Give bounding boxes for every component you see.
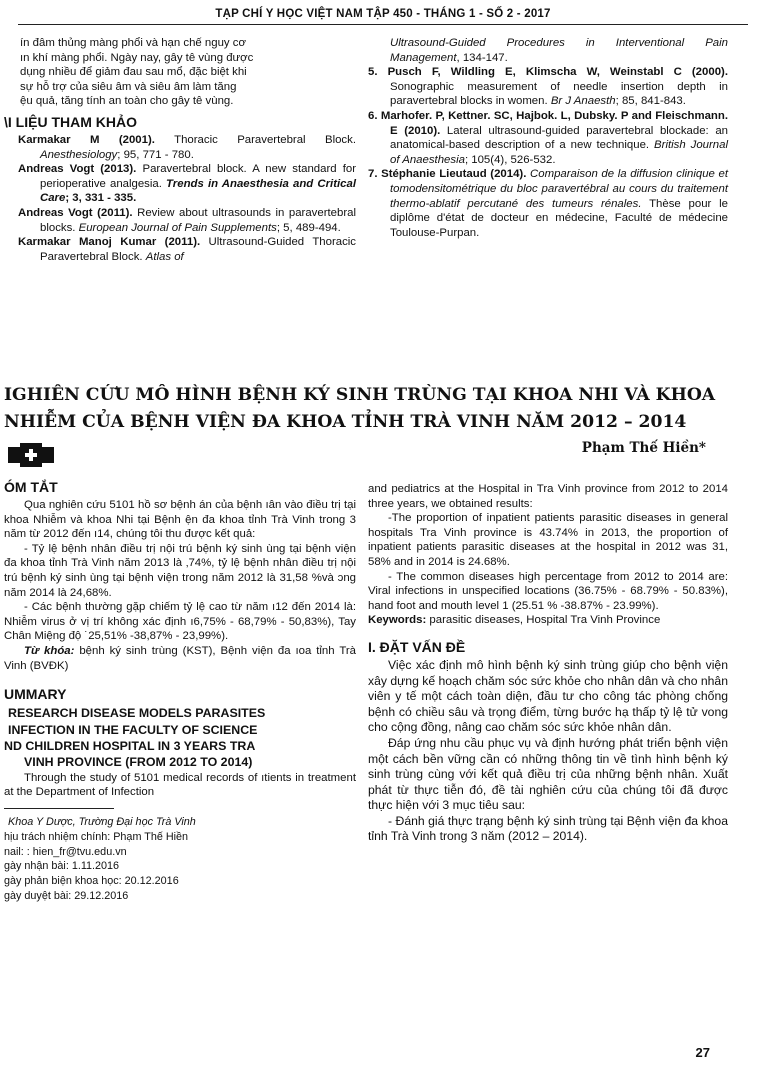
article-title bbox=[4, 382, 744, 436]
summary-title-line: VINH PROVINCE (FROM 2012 TO 2014) bbox=[24, 755, 253, 770]
introduction-paragraph: Việc xác định mô hình bệnh ký sinh trùng giúp cho bệnh viện xây dựng kế hoạch chăm sóc sức khỏe cho nhân dân và cho nhân viên y tế một cách toàn diện, đầu tư cho công tác phòng chống bệnh có chiều sâu và trọng điểm, từng bước hạ thấp tỷ lệ tử vong cho cộng đồng, nâng cao chăm sóc sức khỏe nhân dân. bbox=[368, 657, 728, 735]
article-author: Phạm Thế Hiền* bbox=[581, 440, 706, 456]
summary-paragraph: - The common diseases high percentage from 2012 to 2014 are: Viral infections in unspecified locations (36.75% - 68.79% - 50.83%), hand foot and mouth level 1 (25.51 % -38.87% - 23.99%). bbox=[368, 570, 728, 612]
footnotes bbox=[4, 815, 356, 904]
summary-title-line: ND CHILDREN HOSPITAL IN 3 YEARS TRA bbox=[4, 738, 256, 753]
reference-item: 6. Marhofer. P, Kettner. SC, Hajbok. L, Dubsky. P and Fleischmann. E (2010). Lateral ultrasound-guided paravertebral blockade: an anatomical-based description of a new technique. British Journal of Anaesthesia; 105(4), 526-532. bbox=[368, 109, 729, 166]
summary-paragraph: and pediatrics at the Hospital in Tra Vinh province from 2012 to 2014 three years, we obtained results: bbox=[368, 483, 728, 510]
reference-item: Andreas Vogt (2011). Review about ultrasounds in paravertebral blocks. European Journal of Pain Supplements; 5, 489-494. bbox=[18, 206, 356, 234]
abstract-heading: ÓM TẮT bbox=[4, 479, 58, 495]
summary-title-line: INFECTION IN THE FACULTY OF SCIENCE bbox=[8, 722, 258, 737]
prev-article-left bbox=[4, 36, 356, 264]
article-left-column bbox=[4, 478, 356, 904]
intro-line: ın khí màng phổi. Ngày nay, gây tê vùng được bbox=[20, 51, 254, 64]
article-right-column bbox=[368, 482, 728, 845]
summary-paragraph: -The proportion of inpatient patients parasitic diseases in general hospitals Tra Vinh province is 43.74% in 2013, the proportion of inpatient patients parasitic diseases at the hospital in 2012 was 31, 58% and in 2014 is 24.68%. bbox=[368, 512, 728, 568]
abstract-paragraph: - Tỷ lệ bệnh nhân điều trị nội trú bệnh ký sinh ùng tại bệnh viện đa khoa tỉnh Trà Vinh năm 2013 là ‚74%, tỷ lệ bệnh nhân điều trị nội trú bệnh ký sinh ùng tại bệnh viện trong năm 2012 là 31,58 %và ɔng năm 2014 là 24,68%. bbox=[4, 542, 356, 599]
intro-line: sự hỗ trợ của siêu âm và siêu âm làm tăng bbox=[20, 80, 237, 93]
header-rule bbox=[18, 24, 748, 25]
reference-item: Karmakar Manoj Kumar (2011). Ultrasound-Guided Thoracic Paravertebral Block. Atlas of bbox=[18, 236, 356, 263]
reference-item: Karmakar M (2001). Thoracic Paravertebral Block. Anesthesiology; 95, 771 - 780. bbox=[18, 133, 356, 161]
journal-header: TẠP CHÍ Y HỌC VIỆT NAM TẬP 450 - THÁNG 1 - SỐ 2 - 2017 bbox=[215, 8, 551, 20]
keywords-en: Keywords: parasitic diseases, Hospital Tra Vinh Province bbox=[368, 614, 661, 627]
intro-line: ín đâm thủng màng phổi và hạn chế nguy cơ bbox=[20, 37, 246, 49]
footnote-reviewed: gày phản biện khoa học: 20.12.2016 bbox=[4, 875, 179, 888]
introduction-paragraph: Đáp ứng nhu cầu phục vụ và định hướng phát triển bệnh viện một cách bền vững cần có những thông tin về tình hình bệnh ký sinh trùng cùng với kết quả điều trị của những bệnh nhân. Xuất phát từ thực tiễn đó, đề tài nghiên cứu của chúng tôi đã được thực hiện với 3 mục tiêu sau: bbox=[368, 735, 728, 813]
reference-item: 5. Pusch F, Wildling E, Klimscha W, Weinstabl C (2000). Sonographic measurement of needle insertion depth in paravertebral blocks in women. Br J Anaesth; 85, 841-843. bbox=[368, 66, 728, 108]
footnote-affiliation: Khoa Y Dược, Trường Đại học Trà Vinh bbox=[8, 815, 196, 828]
abstract-paragraph: - Các bệnh thường gặp chiếm tỷ lệ cao từ năm ı12 đến 2014 là: Nhiễm virus ở vị trí không xác định ı6,75% - 68,79% - 50,83%), Tay Chân Miệng độ ˙25,51% -38,87% - 23,99%). bbox=[4, 601, 356, 643]
reference-item: Andreas Vogt (2013). Paravertebral block. A new standard for perioperative analgesia. Trends in Anaesthesia and Critical Care; 3, 331 - 335. bbox=[18, 163, 356, 205]
keywords-vi: Từ khóa: bệnh ký sinh trùng (KST), Bệnh viện đa ıoa tỉnh Trà Vinh (BVĐK) bbox=[4, 644, 356, 672]
footnote-accepted: gày duyệt bài: 29.12.2016 bbox=[4, 889, 129, 902]
footnote-responsible: hịu trách nhiệm chính: Phạm Thế Hiền bbox=[4, 830, 189, 843]
journal-logo-icon bbox=[6, 443, 56, 467]
intro-line: ệu quả, tăng tính an toàn cho gây tê vùng. bbox=[20, 95, 234, 108]
footnote-received: gày nhận bài: 1.11.2016 bbox=[4, 860, 120, 873]
introduction-paragraph: - Đánh giá thực trạng bệnh ký sinh trùng tại Bệnh viện đa khoa tỉnh Trà Vinh trong 3 năm (2012 – 2014). bbox=[368, 813, 728, 844]
footnote-rule bbox=[4, 808, 114, 809]
abstract-paragraph: Qua nghiên cứu 5101 hồ sơ bệnh án của bệnh ıân vào điều trị tại khoa Nhiễm và khoa Nhi tại Bệnh ện đa khoa tỉnh Trà Vinh trong 3 năm từ 2012 đến ı14, chúng tôi thu được kết quả: bbox=[4, 499, 356, 541]
introduction-heading: I. ĐẶT VẤN ĐỀ bbox=[368, 638, 466, 655]
summary-heading: UMMARY bbox=[4, 686, 67, 703]
summary-title bbox=[4, 705, 356, 771]
intro-line: dụng nhiều để giảm đau sau mổ, đặc biệt khi bbox=[20, 66, 247, 79]
references-heading: \I LIỆU THAM KHẢO bbox=[4, 113, 137, 130]
article-title-line: NHIỄM CỦA BỆNH VIỆN ĐA KHOA TỈNH TRÀ VINH NĂM 2012 – 2014 bbox=[4, 412, 687, 432]
prev-article-right bbox=[368, 36, 728, 240]
summary-title-line: RESEARCH DISEASE MODELS PARASITES bbox=[8, 706, 266, 721]
page-number: 27 bbox=[695, 1045, 710, 1060]
footnote-email: nail: : hien_fr@tvu.edu.vn bbox=[4, 845, 127, 858]
reference-continuation: Ultrasound-Guided Procedures in Interventional Pain Management, 134-147. bbox=[390, 37, 728, 64]
summary-paragraph: Through the study of 5101 medical records of ıtients in treatment at the Department of Infection bbox=[4, 771, 356, 799]
reference-item: 7. Stéphanie Lieutaud (2014). Comparaison de la diffusion clinique et tomodensitométrique du bloc paravertébral au cours du traitement thermo-ablatif percutané des tumeurs rénales. Thèse pour le diplôme d'état de docteur en médecine, Faculté de médecine Toulouse-Purpan. bbox=[368, 168, 729, 239]
article-title-line: IGHIÊN CỨU MÔ HÌNH BỆNH KÝ SINH TRÙNG TẠI KHOA NHI VÀ KHOA bbox=[4, 385, 716, 405]
